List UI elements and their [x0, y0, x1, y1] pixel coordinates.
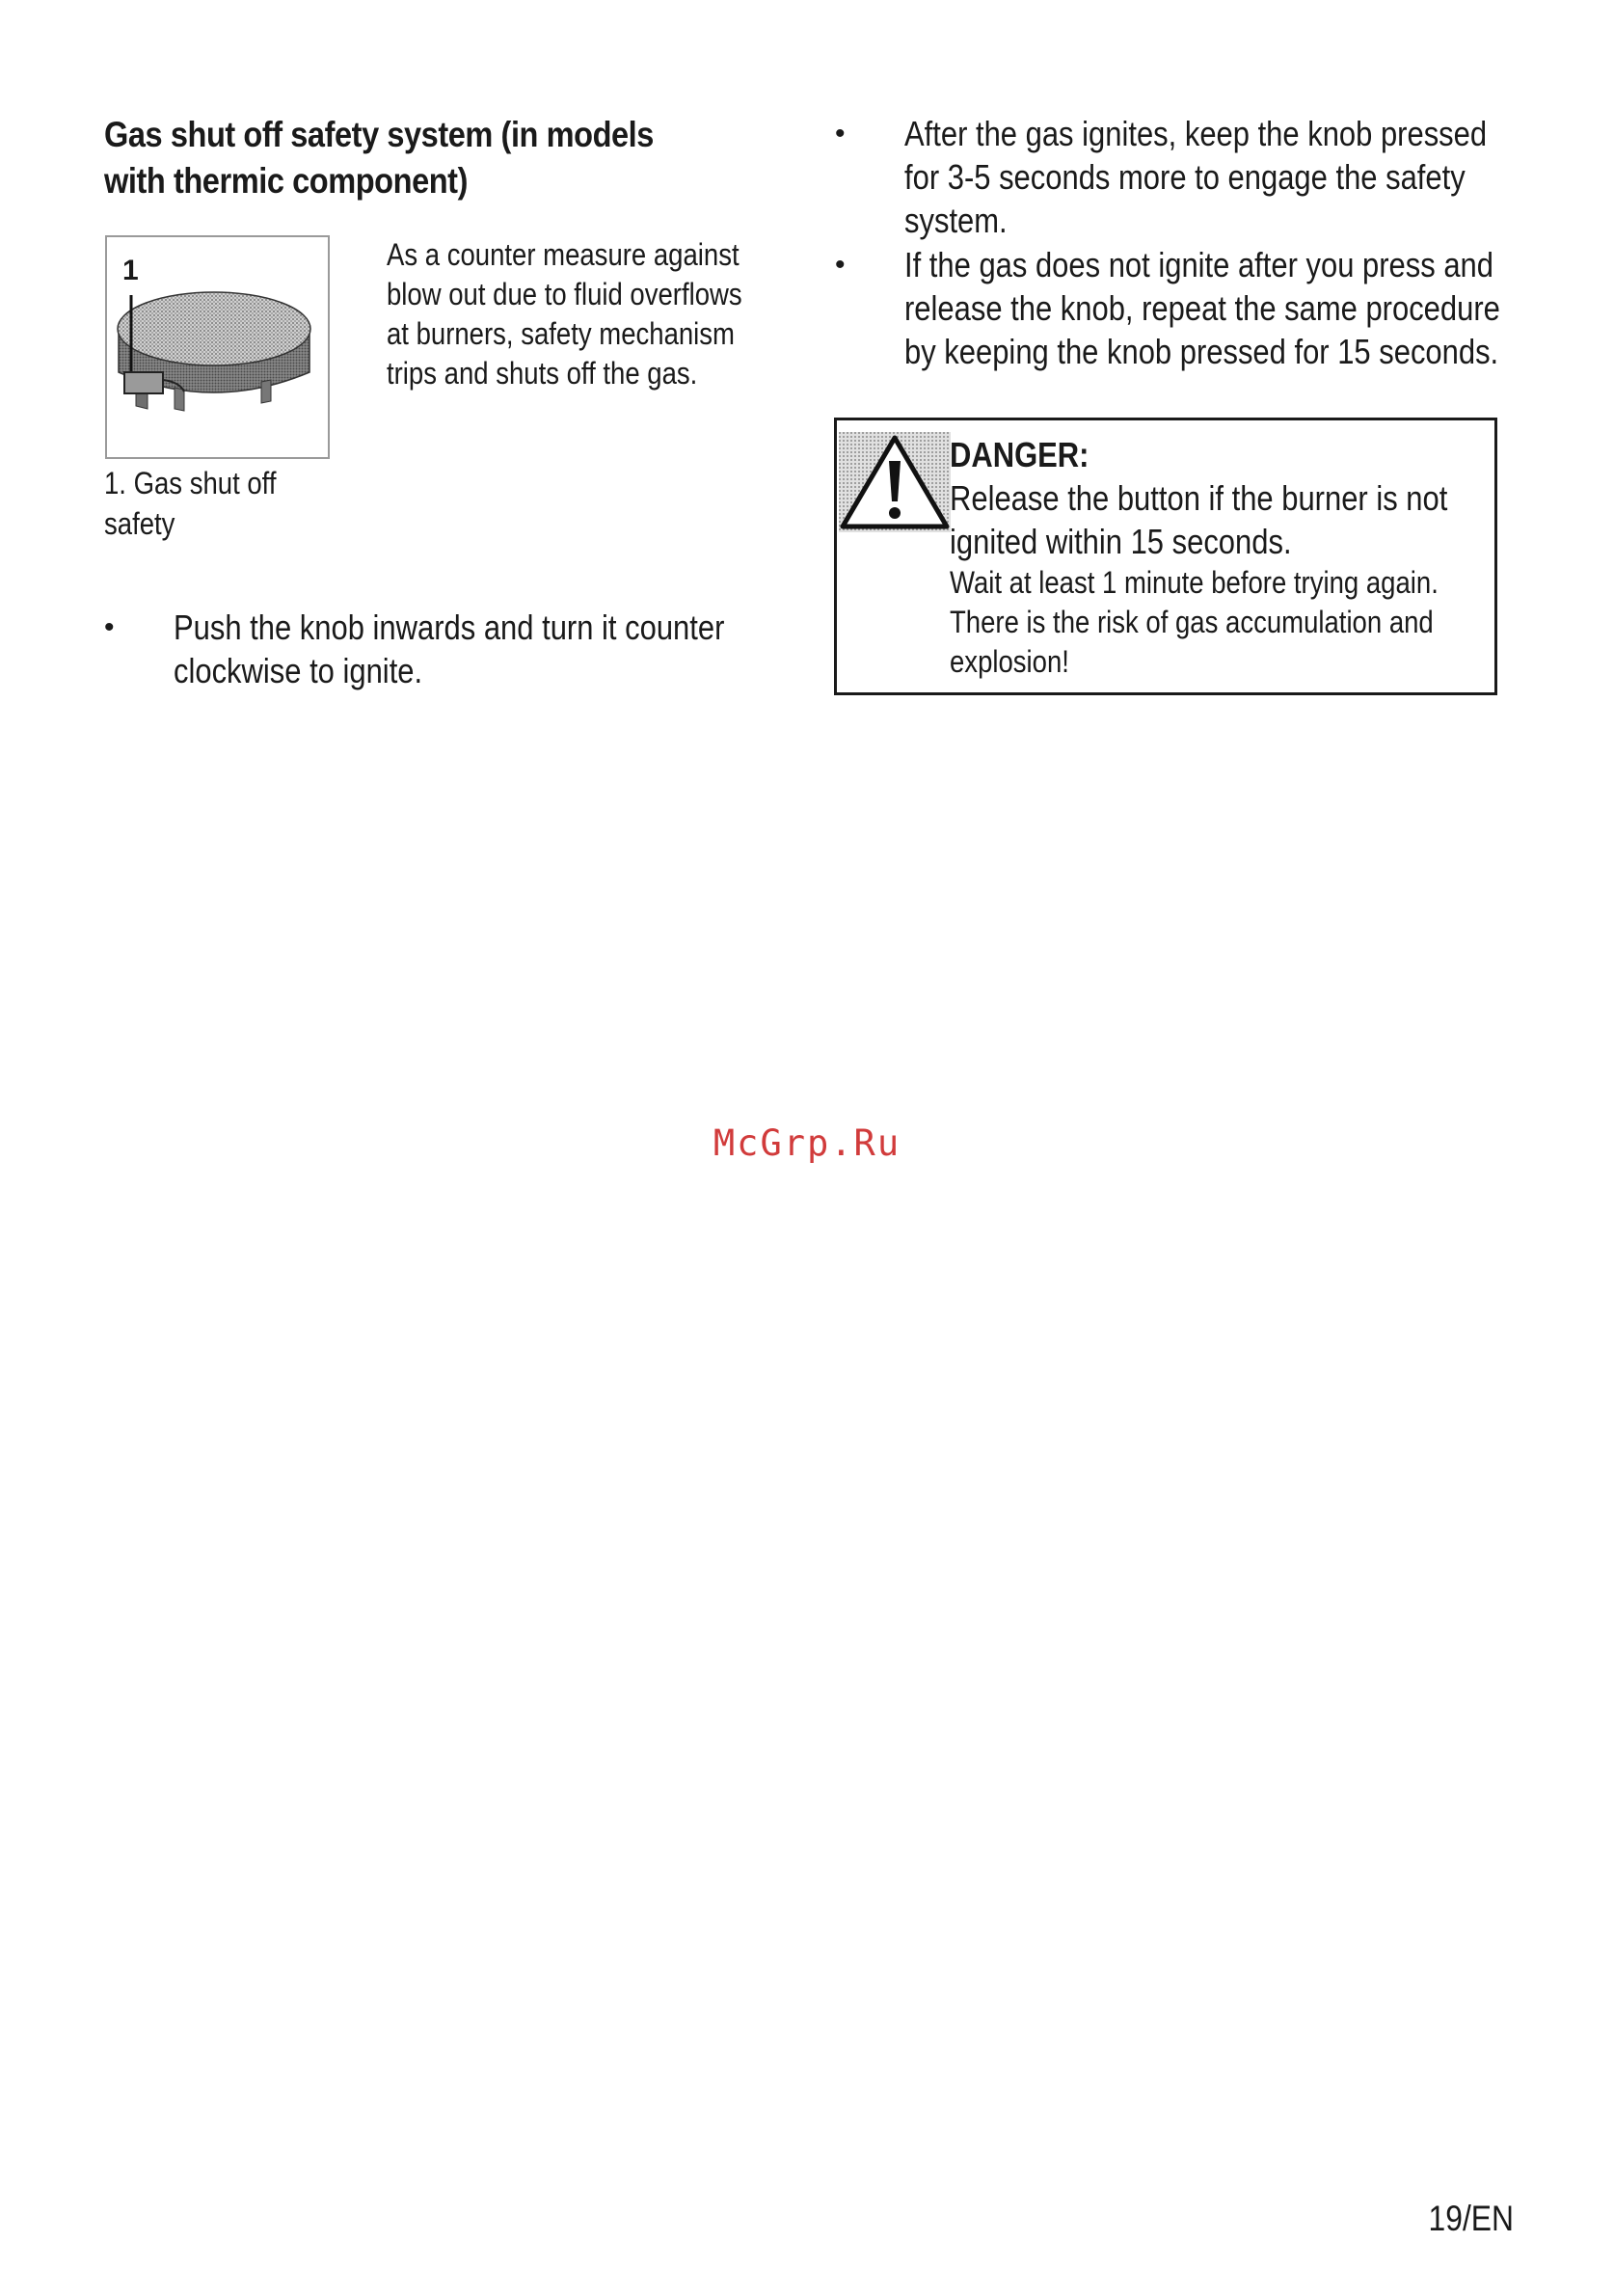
bullet-symbol: •: [835, 249, 846, 281]
right-bullet-list: [835, 112, 1529, 417]
danger-sub-text: Wait at least 1 minute before trying again. There is the risk of gas accumulation and explosion!: [950, 565, 1439, 679]
section-heading: Gas shut off safety system (in models with thermic component): [104, 115, 654, 201]
bullet-item: [104, 606, 779, 702]
figure-label-number: 1: [122, 255, 139, 286]
watermark: McGrp.Ru: [713, 1122, 901, 1164]
burner-illustration: [107, 237, 328, 457]
bullet-text: If the gas does not ignite after you press and release the knob, repeat the same procedure by keeping the knob pressed for 15 seconds.: [904, 245, 1500, 371]
danger-notice: [834, 418, 1497, 695]
intro-text: As a counter measure against blow out due to fluid overflows at burners, safety mechanism trips and shuts off the gas.: [387, 237, 742, 391]
bullet-symbol: •: [835, 118, 846, 149]
bullet-text: After the gas ignites, keep the knob pressed for 3-5 seconds more to engage the safety system.: [904, 114, 1488, 240]
danger-main-text: Release the button if the burner is not ignited within 15 seconds.: [950, 478, 1448, 561]
danger-title: DANGER:: [950, 435, 1089, 474]
figure-caption: 1. Gas shut off safety: [104, 466, 277, 541]
left-bullet-list: [104, 606, 779, 702]
bullet-item: [835, 243, 1529, 417]
warning-triangle-icon: [839, 432, 951, 532]
bullet-item: [835, 112, 1529, 243]
page-number: 19/EN: [1428, 2199, 1514, 2238]
bullet-text: Push the knob inwards and turn it counter clockwise to ignite.: [174, 608, 725, 690]
bullet-symbol: •: [104, 611, 115, 643]
burner-figure: [105, 235, 330, 459]
